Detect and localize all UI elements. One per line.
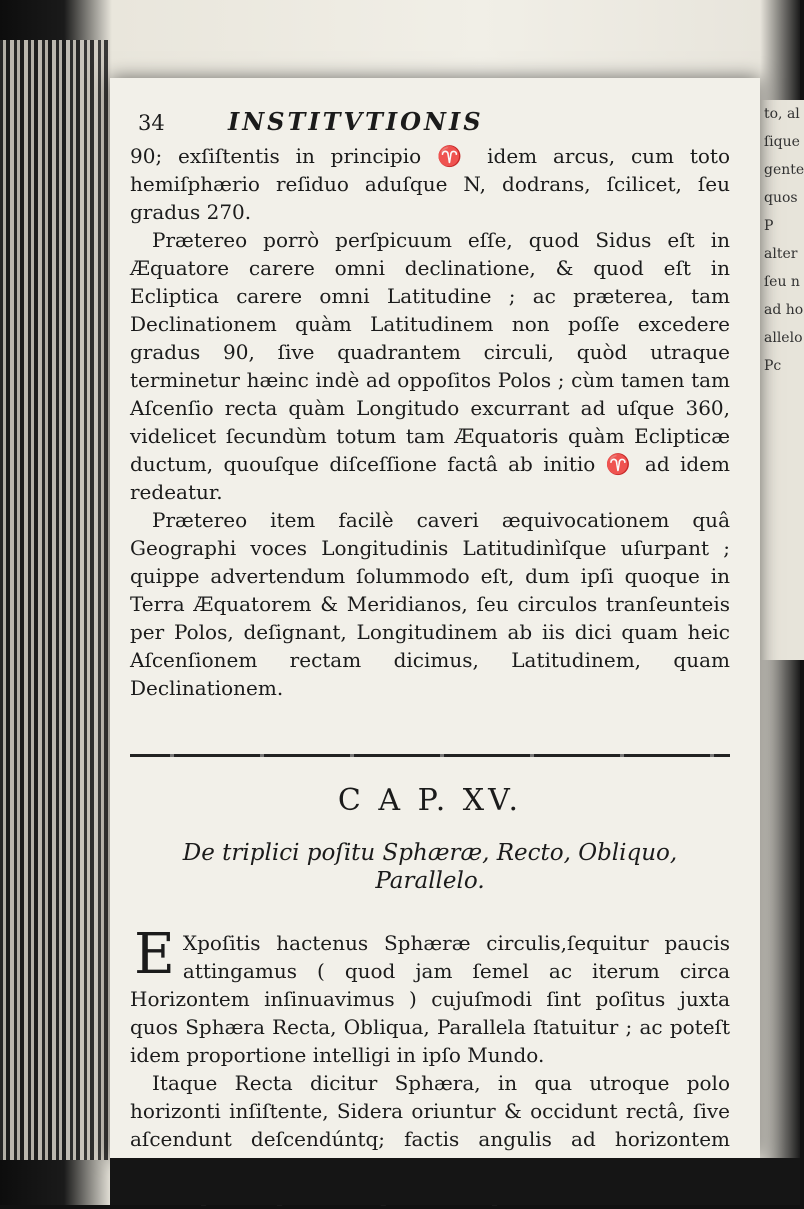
- adjacent-fragment: ad ho: [764, 302, 804, 318]
- adjacent-page-edge: [760, 100, 804, 660]
- running-head: INSTITVTIONIS: [228, 107, 484, 136]
- page-content: [130, 108, 730, 1209]
- paragraph: 90; exſiſtentis in principio ♈ idem arcus, cum toto hemiſphærio reſiduo aduſque N, dodrans, ſcilicet, ſeu gradus 270.: [130, 144, 730, 224]
- adjacent-fragment: alter: [764, 246, 798, 262]
- chapter-subtitle: De triplici poſitu Sphæræ, Recto, Obliquo, Parallelo.: [182, 840, 678, 894]
- scan-bottom-edge: [110, 1158, 800, 1205]
- paragraph: Prætereo item facilè caveri æquivocationem quâ Geographi voces Longitudinis Latitudinìſque uſurpant ; quippe advertendum ſolummodo eſt, dum ipſi quoque in Terra Æquatorem & Meridianos, ſeu circulos tranſeunteis per Polos, deſignant, Longitudinem ab iis dici quam heic Aſcenſionem rectam dicimus, Latitudinem, quam Declinationem.: [130, 508, 730, 700]
- adjacent-fragment: gente: [764, 162, 804, 178]
- page-number: 34: [138, 111, 165, 135]
- chapter-paragraph-text: Xpoſitis hactenus Sphæræ circulis,ſequitur paucis attingamus ( quod jam ſemel ac iterum circa Horizontem inſinuavimus ) cujuſmodi ſint poſitus juxta quos Sphæra Recta, Obliqua, Parallela ſtatuitur ; ac poteſt idem proportione intelligi in ipſo Mundo.: [130, 931, 730, 1067]
- adjacent-fragment: allelo: [764, 330, 803, 346]
- chapter-paragraph: [130, 922, 730, 1069]
- paragraph: Prætereo porrò perſpicuum eſſe, quod Sidus eſt in Æquatore carere omni declinatione, & quod eſt in Ecliptica carere omni Latitudine ; ac præterea, tam Declinationem quàm Latitudinem non poſſe excedere gradus 90, ſive quadrantem circuli, quòd utraque terminetur hæinc indè ad oppoſitos Polos ; cùm tamen tam Aſcenſio recta quàm Longitudo excurrant ad uſque 360, videlicet ſecundùm totum tam Æquatoris quàm Eclipticæ ductum, quouſque diſceſſione factâ ab initio ♈ ad idem redeatur.: [130, 228, 730, 504]
- adjacent-fragment: P: [764, 218, 774, 234]
- drop-cap: E: [134, 922, 175, 987]
- adjacent-fragment: ſeu n: [764, 274, 800, 290]
- adjacent-fragment: Pc: [764, 358, 782, 374]
- section-divider: [130, 754, 730, 757]
- page-header: [130, 108, 730, 140]
- adjacent-fragment: quos: [764, 190, 798, 206]
- adjacent-fragment: ſique: [764, 134, 800, 150]
- chapter-paragraph: Itaque Recta dicitur Sphæra, in qua utroque polo horizonti inſiſtente, Sidera oriuntur & occidunt rectâ, ſive aſcendunt deſcendúntq; factis angulis ad horizontem: [130, 1071, 730, 1151]
- adjacent-fragment: to, al: [764, 106, 800, 122]
- book-binding-edge: [0, 40, 110, 1160]
- chapter-title: C A P. XV.: [337, 783, 523, 818]
